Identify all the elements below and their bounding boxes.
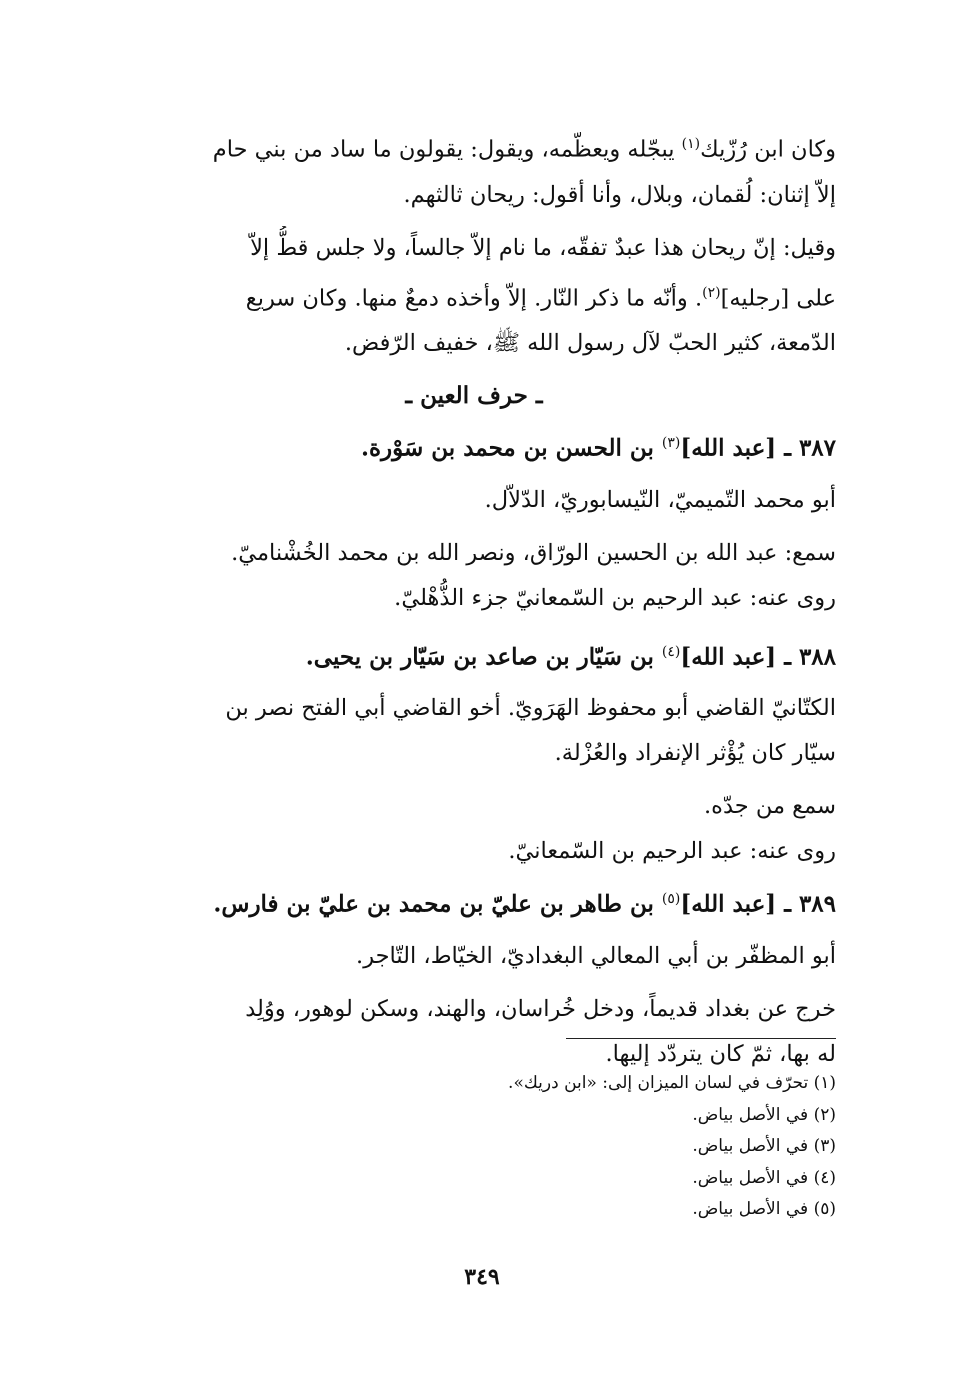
entry-number: ٣٨٨ ـ [عبد الله] [680, 643, 836, 671]
text-segment: على [رجليه] [720, 285, 836, 311]
entry-name: بن سَيّار بن صاعد بن سَيّار بن يحيى. [305, 643, 662, 671]
entry-kunya-389 [112, 934, 836, 979]
paragraph-rayhan-description [112, 226, 836, 367]
entry-number: ٣٨٧ ـ [عبد الله] [680, 434, 836, 462]
footnote-3: (٣) في الأصل بياض. [692, 1136, 836, 1156]
entry-title-389 [112, 876, 836, 928]
entry-heard-387 [112, 531, 836, 576]
text-line: سمع: عبد الله بن الحسين الورّاق، ونصر الله بن محمد الخُشْناميّ. [231, 539, 836, 566]
page-number: ٣٤٩ [464, 1264, 500, 1290]
footnote-marker[interactable]: (٣) [661, 435, 681, 451]
text-line: الكتّانيّ القاضي أبو محفوظ الهَرَويّ. أخو القاضي أبي الفتح نصر بن [225, 695, 836, 722]
entry-kunya-387 [112, 478, 836, 523]
footnote-marker[interactable]: (٢) [702, 284, 721, 301]
entry-narrated-388 [112, 829, 836, 874]
footnotes-section [112, 1068, 836, 1226]
text-line: وقيل: إنّ ريحان هذا عبدٌ تفقّه، ما نام إلاّ جالساً، ولا جلس قطُّ إلاّ [250, 234, 836, 261]
footnote-1: (١) تحرّف في لسان الميزان إلى: «ابن دريك». [508, 1073, 836, 1093]
text-line: إلاّ إثنان: لُقمان، وبلال، وأنا أقول: ريحان ثالثهم. [403, 181, 836, 208]
text-segment: وكان ابن رُزّيك [700, 136, 836, 163]
text-segment: يبجّله ويعظّمه، ويقول: يقولون ما ساد من بني حام [212, 136, 682, 163]
footnote-2: (٢) في الأصل بياض. [692, 1104, 836, 1125]
text-line: سمع من جدّه. [704, 793, 836, 820]
entry-name: بن الحسن بن محمد بن سَوْرة. [360, 434, 662, 462]
text-line [112, 122, 836, 173]
text-line: أبو المظفّر بن أبي المعالي البغداديّ، الخيّاط، التّاجر. [356, 942, 836, 969]
footnote-marker[interactable]: (٤) [661, 643, 681, 660]
footnote-separator [566, 1038, 836, 1039]
section-heading: ـ حرف العين ـ [405, 382, 543, 409]
text-line: روى عنه: عبد الرحيم بن السّمعانيّ. [508, 838, 836, 865]
footnote-marker[interactable]: (١) [681, 136, 701, 152]
text-line: أبو محمد التّميميّ، النّيسابوريّ، الدّلاّل. [484, 486, 836, 513]
text-line: له بها، ثمّ كان يتردّد إليها. [605, 1040, 836, 1067]
text-line: سيّار كان يُؤْثر الإنفراد والعُزْلة. [554, 740, 836, 767]
text-line: روى عنه: عبد الرحيم بن السّمعانيّ جزء الذُّهْليّ. [394, 584, 836, 611]
footnote-marker[interactable]: (٥) [661, 891, 681, 908]
entry-bio-388 [112, 686, 836, 776]
text-line: الدّمعة، كثير الحبّ لآل رسول الله ﷺ، خفيف الرّفض. [344, 330, 836, 356]
entry-title-388 [112, 629, 836, 681]
footnote-4: (٤) في الأصل بياض. [692, 1167, 836, 1188]
footnote-5: (٥) في الأصل بياض. [692, 1199, 836, 1219]
entry-number: ٣٨٩ ـ [عبد الله] [680, 890, 836, 918]
text-line: خرج عن بغداد قديماً، ودخل خُراسان، والهند، وسكن لوهور، ووُلِد [245, 995, 836, 1022]
entry-heard-388 [112, 784, 836, 829]
paragraph-rayhan-praise [112, 122, 836, 218]
entry-bio-389 [112, 987, 836, 1077]
text-segment: . وأنّه ما ذكر النّار. إلاّ وأخذه دمعٌ منها. وكان سريع [245, 285, 703, 311]
entry-name: بن طاهر بن عليّ بن محمد بن عليّ بن فارس. [213, 890, 662, 918]
entry-narrated-387 [112, 576, 836, 621]
text-line [112, 271, 836, 322]
entry-title-387 [112, 420, 836, 472]
